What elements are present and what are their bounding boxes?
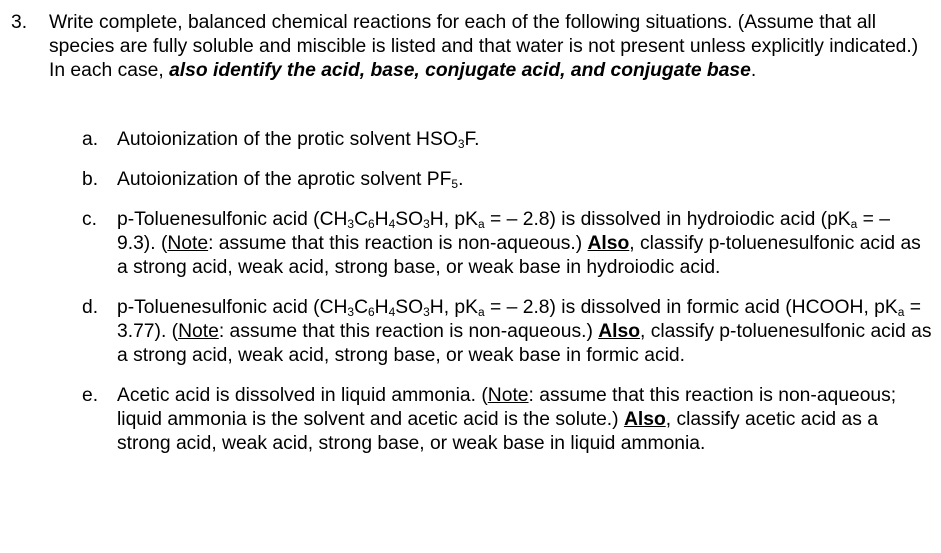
subscript: 6 bbox=[368, 304, 375, 319]
sub-question-e bbox=[82, 384, 932, 456]
item-letter: a. bbox=[82, 129, 99, 150]
item-text bbox=[117, 169, 463, 190]
also-label: Also bbox=[598, 321, 641, 342]
item-letter: b. bbox=[82, 169, 99, 190]
question-number: 3. bbox=[11, 12, 28, 33]
question-end: . bbox=[750, 60, 757, 81]
text-part: = – 9.3). ( bbox=[117, 209, 891, 254]
text-part: p-Toluenesulfonic acid (CH bbox=[117, 209, 348, 230]
subscript: 3 bbox=[457, 136, 465, 151]
text-part: , classify p-toluenesulfonic acid as a strong acid, weak acid, strong base, or weak base in hydroiodic acid. bbox=[117, 233, 921, 278]
text-part: p-Toluenesulfonic acid (CH bbox=[117, 297, 348, 318]
subscript: 3 bbox=[423, 304, 430, 319]
sub-question-c bbox=[82, 208, 932, 280]
subscript: a bbox=[850, 216, 858, 231]
sub-question-a bbox=[82, 128, 932, 152]
text-part: : assume that this reaction is non-aqueous; liquid ammonia is the solvent and acetic acid is the solute.) bbox=[117, 385, 897, 430]
text-part: C bbox=[354, 209, 369, 230]
sub-question-b bbox=[82, 168, 932, 192]
text-part: Autoionization of the aprotic solvent PF bbox=[117, 169, 452, 190]
question-prompt bbox=[49, 11, 931, 83]
text-part: , classify p-toluenesulfonic acid as a strong acid, weak acid, strong base, or weak base in formic acid. bbox=[117, 321, 932, 366]
subscript: 4 bbox=[388, 304, 396, 319]
note-label: Note bbox=[178, 321, 219, 342]
question-emphasis: also identify the acid, base, conjugate acid, and conjugate base bbox=[169, 60, 751, 81]
text-part: = 3.77). ( bbox=[117, 297, 922, 342]
item-letter: d. bbox=[82, 297, 99, 318]
question-3 bbox=[11, 11, 931, 83]
text-part: : assume that this reaction is non-aqueous.) bbox=[218, 321, 599, 342]
text-part: = – 2.8) is dissolved in hydroiodic acid (pK bbox=[484, 209, 851, 230]
text-part: H bbox=[374, 209, 389, 230]
text-part: Autoionization of the protic solvent HSO bbox=[117, 129, 458, 150]
text-part: C bbox=[354, 297, 369, 318]
also-label: Also bbox=[623, 409, 666, 430]
subscript: a bbox=[478, 304, 485, 319]
item-text bbox=[117, 209, 921, 278]
text-part: F. bbox=[464, 129, 480, 150]
subscript: 3 bbox=[347, 304, 355, 319]
note-label: Note bbox=[487, 385, 529, 406]
subscript: 3 bbox=[423, 216, 430, 231]
item-text bbox=[117, 385, 896, 454]
text-part: SO bbox=[395, 209, 424, 230]
text-part: H bbox=[374, 297, 389, 318]
subscript: 6 bbox=[368, 216, 375, 231]
subscript: a bbox=[478, 216, 485, 231]
text-part: H, pK bbox=[429, 297, 479, 318]
sub-question-list bbox=[82, 128, 932, 456]
text-part: Acetic acid is dissolved in liquid ammonia. ( bbox=[117, 385, 488, 406]
subscript: 3 bbox=[347, 216, 355, 231]
subscript: 4 bbox=[388, 216, 396, 231]
note-label: Note bbox=[167, 233, 209, 254]
question-text: Write complete, balanced chemical reactions for each of the following situations. (Assume that all species are fully soluble and miscible is listed and that water is not present unless explicitly indicated.) In each case, bbox=[49, 12, 919, 81]
item-text bbox=[117, 297, 932, 366]
item-letter: e. bbox=[82, 385, 99, 406]
text-part: , classify acetic acid as a strong acid, weak acid, strong base, or weak base in liquid ammonia. bbox=[117, 409, 878, 454]
also-label: Also bbox=[587, 233, 630, 254]
text-part: SO bbox=[395, 297, 424, 318]
subscript: a bbox=[897, 304, 905, 319]
text-part: : assume that this reaction is non-aqueous.) bbox=[208, 233, 588, 254]
text-part: = – 2.8) is dissolved in formic acid (HCOOH, pK bbox=[484, 297, 898, 318]
text-part: H, pK bbox=[429, 209, 479, 230]
sub-question-d bbox=[82, 296, 932, 368]
item-letter: c. bbox=[82, 209, 97, 230]
item-text bbox=[117, 129, 479, 150]
text-part: . bbox=[458, 169, 464, 190]
subscript: 5 bbox=[451, 176, 459, 191]
